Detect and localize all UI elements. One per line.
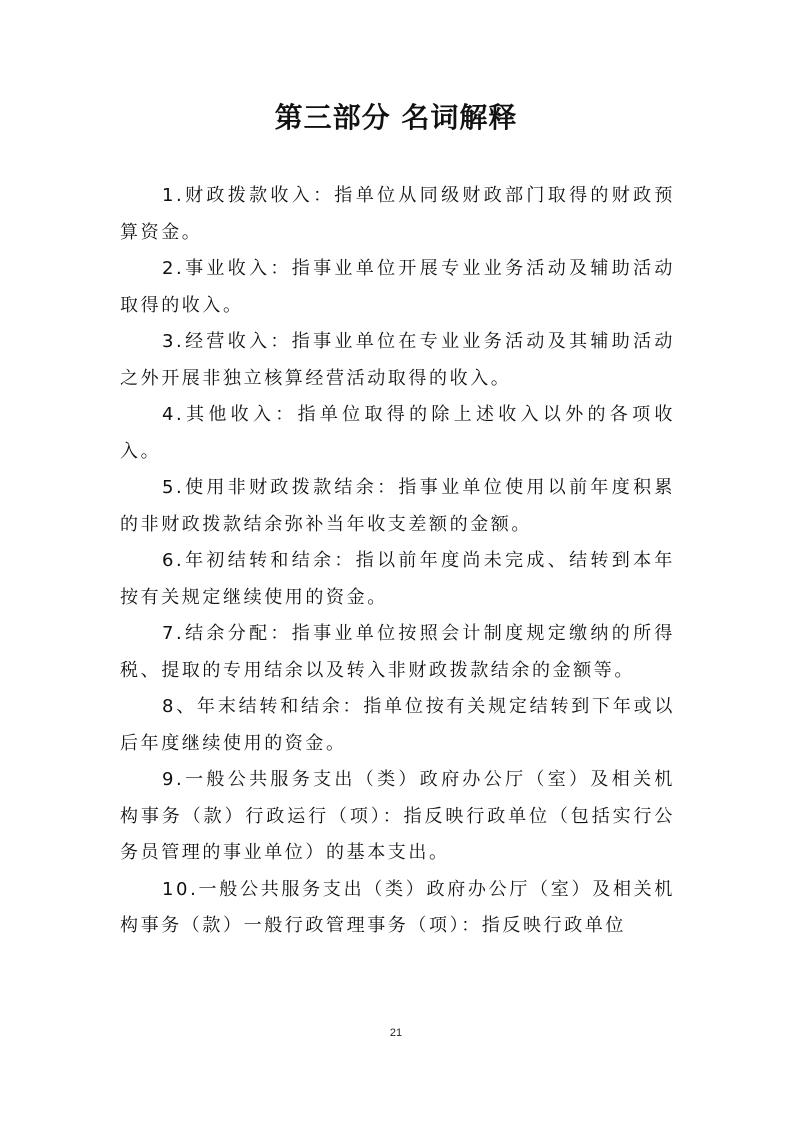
definition-paragraph: 5.使用非财政拨款结余：指事业单位使用以前年度积累的非财政拨款结余弥补当年收支差额的金额。 [120, 477, 675, 535]
definitions-body [120, 178, 675, 945]
definition-paragraph: 7.结余分配：指事业单位按照会计制度规定缴纳的所得税、提取的专用结余以及转入非财政拨款结余的金额等。 [120, 623, 675, 681]
definition-paragraph: 8、年末结转和结余：指单位按有关规定结转到下年或以后年度继续使用的资金。 [120, 696, 675, 754]
definition-paragraph: 2.事业收入：指事业单位开展专业业务活动及辅助活动取得的收入。 [120, 258, 675, 316]
page-number: 21 [389, 1027, 403, 1039]
definition-paragraph: 6.年初结转和结余：指以前年度尚未完成、结转到本年按有关规定继续使用的资金。 [120, 550, 675, 608]
definition-paragraph: 1.财政拨款收入：指单位从同级财政部门取得的财政预算资金。 [120, 185, 675, 243]
definition-paragraph: 3.经营收入：指事业单位在专业业务活动及其辅助活动之外开展非独立核算经营活动取得的收入。 [120, 331, 675, 389]
definition-paragraph: 9.一般公共服务支出（类）政府办公厅（室）及相关机构事务（款）行政运行（项）：指反映行政单位（包括实行公务员管理的事业单位）的基本支出。 [120, 769, 675, 863]
definition-paragraph: 4.其他收入：指单位取得的除上述收入以外的各项收入。 [120, 404, 675, 462]
page-title: 第三部分 名词解释 [274, 101, 518, 134]
definition-paragraph: 10.一般公共服务支出（类）政府办公厅（室）及相关机构事务（款）一般行政管理事务（项）：指反映行政单位 [120, 878, 675, 936]
